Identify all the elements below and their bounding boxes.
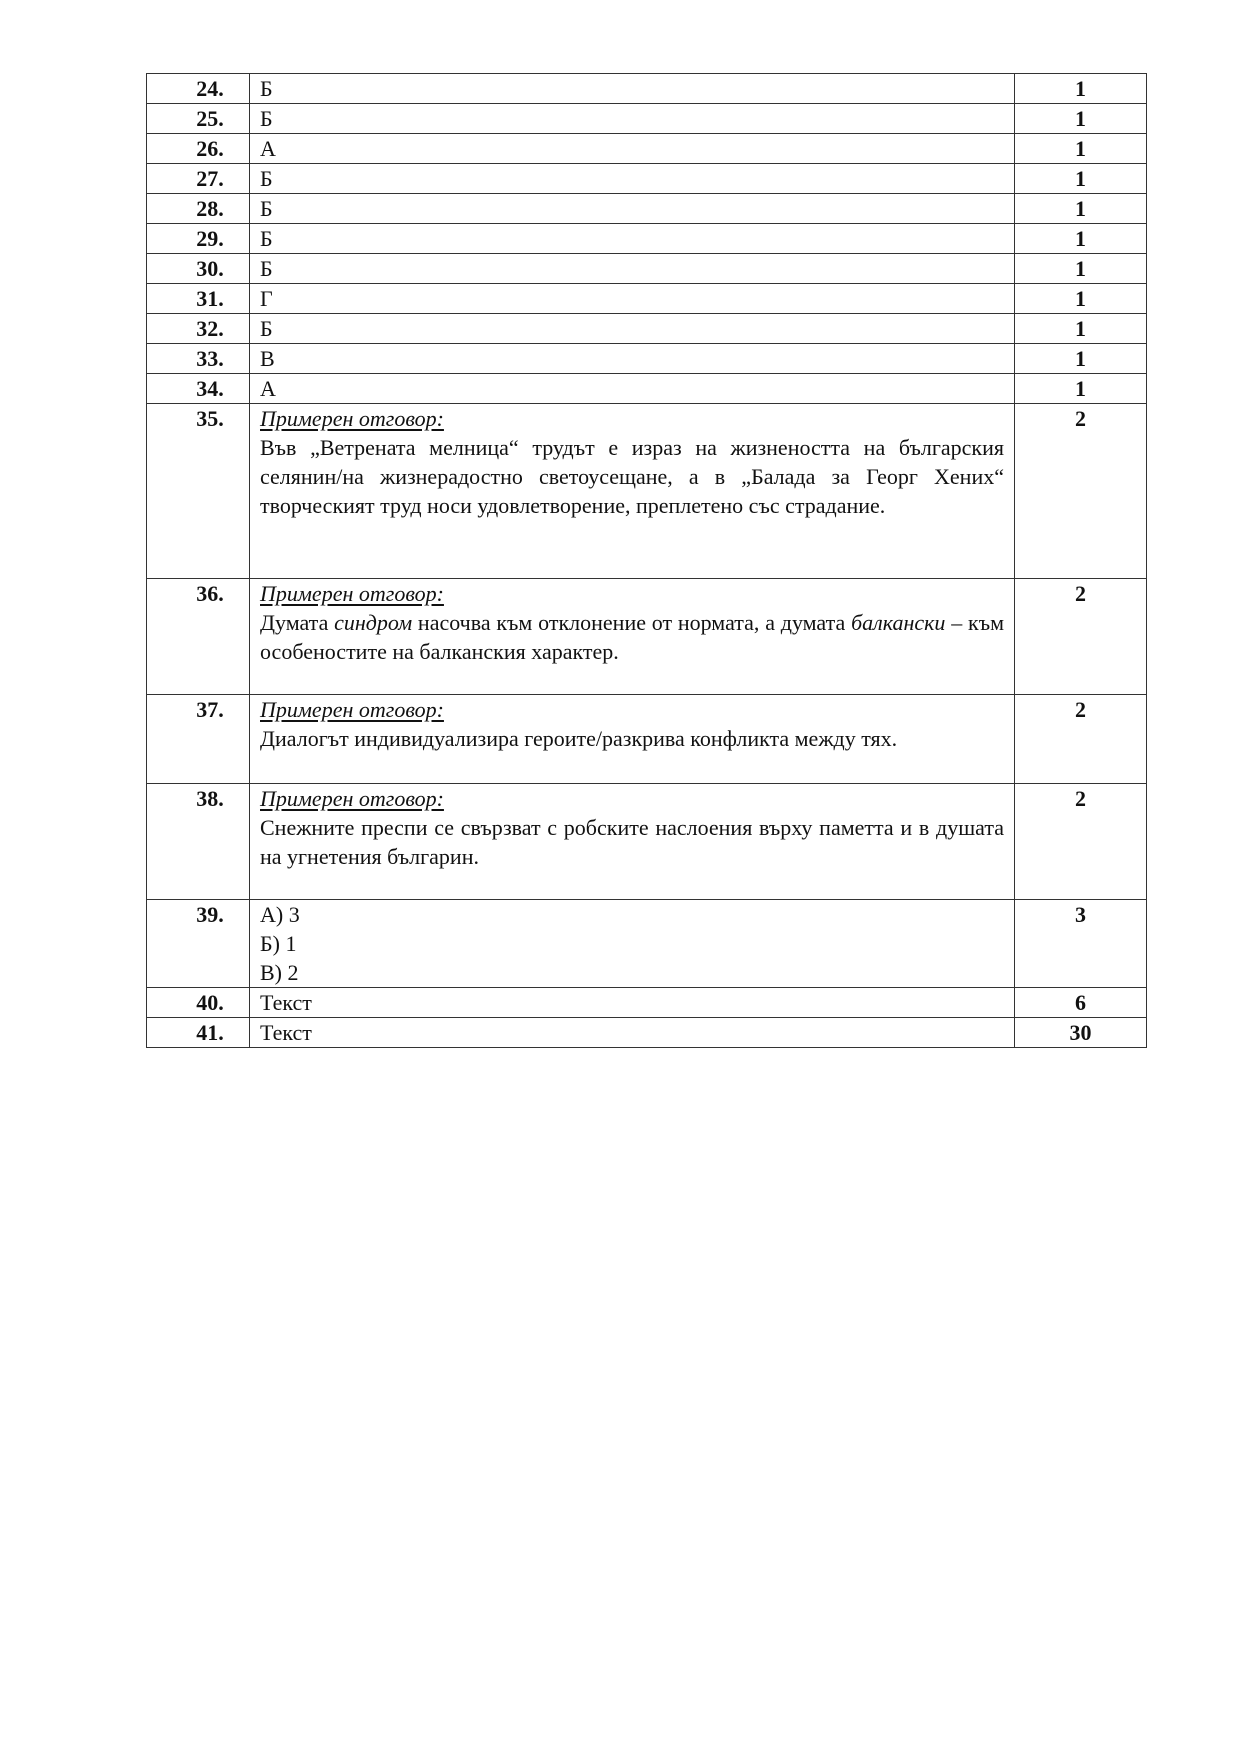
table-row (147, 404, 1147, 579)
question-number: 32. (147, 314, 250, 344)
question-number: 41. (147, 1018, 250, 1048)
answer-text-part: насочва към отклонение от нормата, а думата (412, 610, 852, 635)
table-row (147, 579, 1147, 695)
answer-cell: Б (250, 194, 1015, 224)
question-number: 34. (147, 374, 250, 404)
points-cell: 2 (1015, 695, 1147, 784)
table-row (147, 104, 1147, 134)
answer-text-part: – към особеностите на балканския характер. (260, 610, 1004, 664)
table-row (147, 134, 1147, 164)
points-cell: 1 (1015, 134, 1147, 164)
question-number: 24. (147, 74, 250, 104)
answer-cell: Б (250, 314, 1015, 344)
question-number: 28. (147, 194, 250, 224)
answer-cell: Б (250, 224, 1015, 254)
answer-cell (250, 695, 1015, 784)
question-number: 25. (147, 104, 250, 134)
answer-cell: Текст (250, 1018, 1015, 1048)
term-sindrom: синдром (334, 610, 413, 635)
table-row (147, 194, 1147, 224)
question-number: 26. (147, 134, 250, 164)
table-row (147, 344, 1147, 374)
points-cell: 1 (1015, 104, 1147, 134)
table-row (147, 224, 1147, 254)
points-cell: 6 (1015, 988, 1147, 1018)
sample-answer-label: Примерен отговор: (260, 581, 444, 606)
table-row (147, 1018, 1147, 1048)
answer-cell: Б (250, 164, 1015, 194)
sample-answer-text (260, 608, 1004, 666)
answer-cell: А (250, 374, 1015, 404)
table-row (147, 695, 1147, 784)
question-number: 33. (147, 344, 250, 374)
answer-cell: Текст (250, 988, 1015, 1018)
points-cell: 1 (1015, 284, 1147, 314)
table-row (147, 314, 1147, 344)
answer-cell (250, 404, 1015, 579)
sample-answer-text: Във „Ветрената мелница“ трудът е израз на жизнеността на българския селянин/на жизнерадостно светоусещане, а в „Балада за Георг Хених“ творческият труд носи удовлетворение, преплетено със страдание. (260, 435, 1004, 518)
sample-answer-text: Снежните преспи се свързват с робските наслоения върху паметта и в душата на угнетения българин. (260, 815, 1004, 869)
term-balkanski: балкански (851, 610, 946, 635)
answer-cell: Б (250, 74, 1015, 104)
points-cell: 30 (1015, 1018, 1147, 1048)
question-number: 35. (147, 404, 250, 579)
question-number: 36. (147, 579, 250, 695)
question-number: 37. (147, 695, 250, 784)
table-row (147, 74, 1147, 104)
question-number: 38. (147, 784, 250, 900)
matching-answer: В) 2 (260, 960, 299, 985)
answer-cell (250, 784, 1015, 900)
table-row (147, 988, 1147, 1018)
table-row (147, 374, 1147, 404)
points-cell: 1 (1015, 194, 1147, 224)
sample-answer-label: Примерен отговор: (260, 697, 444, 722)
question-number: 40. (147, 988, 250, 1018)
answer-cell: Г (250, 284, 1015, 314)
points-cell: 2 (1015, 784, 1147, 900)
answer-cell: Б (250, 254, 1015, 284)
answer-cell: А (250, 134, 1015, 164)
answer-cell: Б (250, 104, 1015, 134)
sample-answer-label: Примерен отговор: (260, 406, 444, 431)
points-cell: 1 (1015, 374, 1147, 404)
points-cell: 1 (1015, 314, 1147, 344)
question-number: 31. (147, 284, 250, 314)
table-row (147, 254, 1147, 284)
matching-answer: А) 3 (260, 902, 300, 927)
points-cell: 1 (1015, 224, 1147, 254)
answer-text-part: Думата (260, 610, 335, 635)
points-cell: 2 (1015, 404, 1147, 579)
points-cell: 1 (1015, 344, 1147, 374)
question-number: 30. (147, 254, 250, 284)
points-cell: 1 (1015, 164, 1147, 194)
question-number: 27. (147, 164, 250, 194)
sample-answer-label: Примерен отговор: (260, 786, 444, 811)
table-row (147, 284, 1147, 314)
matching-answer: Б) 1 (260, 931, 297, 956)
points-cell: 1 (1015, 254, 1147, 284)
answer-cell: В (250, 344, 1015, 374)
table-row (147, 900, 1147, 988)
table-row (147, 784, 1147, 900)
points-cell: 1 (1015, 74, 1147, 104)
question-number: 39. (147, 900, 250, 988)
table-row (147, 164, 1147, 194)
sample-answer-text: Диалогът индивидуализира героите/разкрива конфликта между тях. (260, 726, 898, 751)
question-number: 29. (147, 224, 250, 254)
answer-key-table (146, 73, 1147, 1048)
answer-cell (250, 900, 1015, 988)
points-cell: 2 (1015, 579, 1147, 695)
answer-cell (250, 579, 1015, 695)
points-cell: 3 (1015, 900, 1147, 988)
